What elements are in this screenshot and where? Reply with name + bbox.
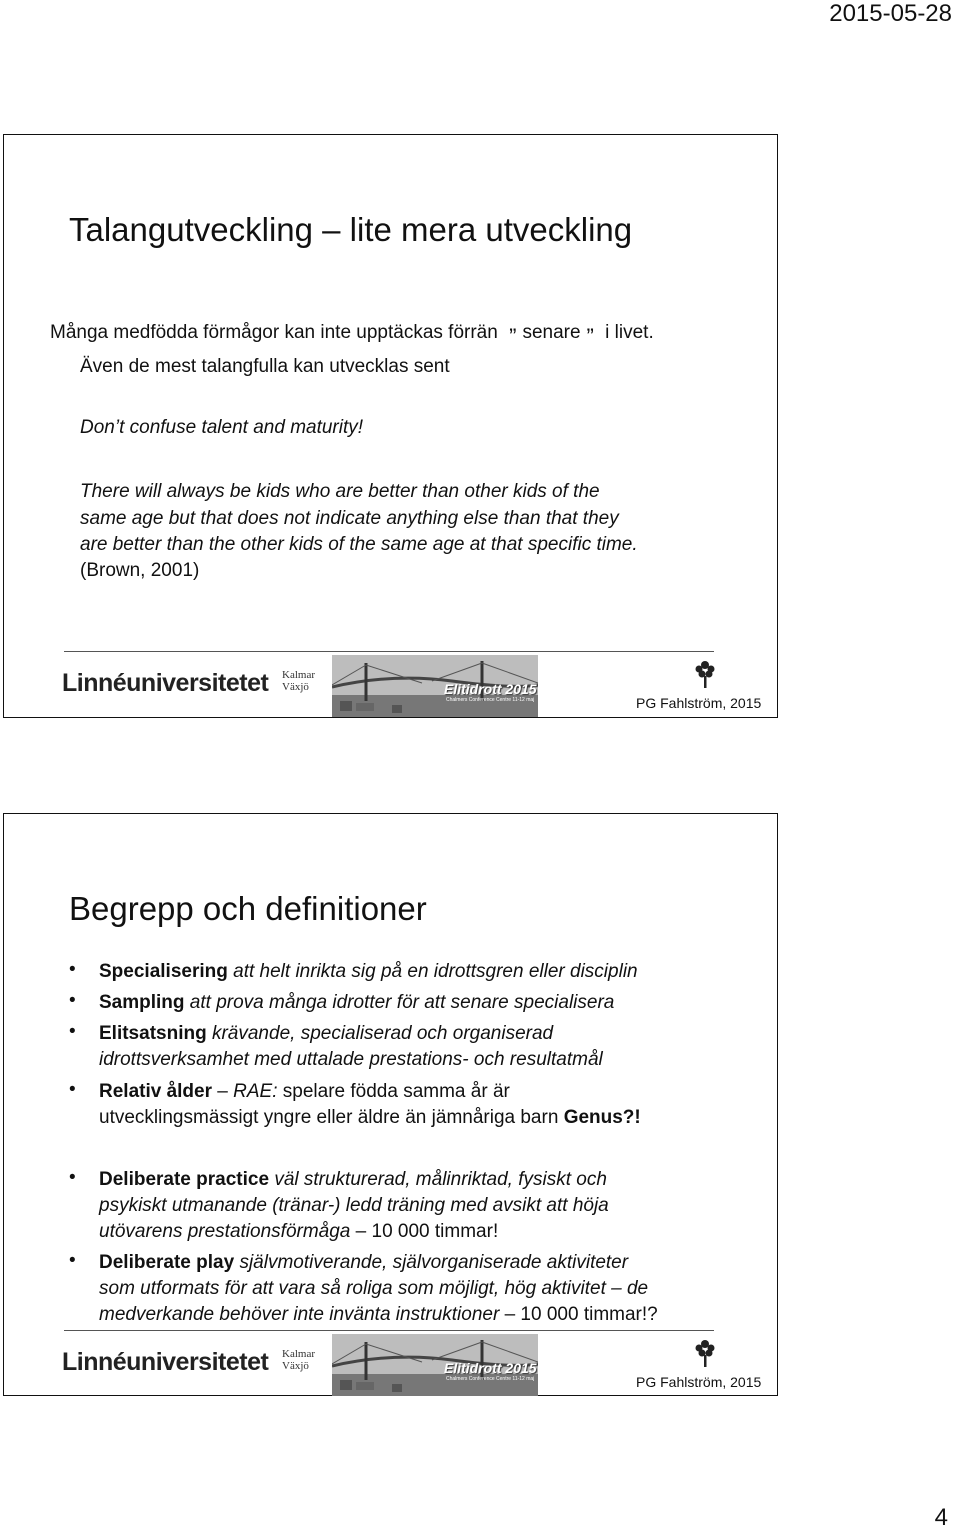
- footer-divider: [64, 1330, 714, 1331]
- definition: utvecklingsmässigt yngre eller äldre än jämnåriga barn: [99, 1107, 559, 1128]
- page-date: 2015-05-28: [829, 0, 952, 27]
- bullet-icon: •: [69, 990, 76, 1011]
- slide-1: [3, 134, 778, 718]
- definition: väl strukturerad, målinriktad, fysiskt och: [274, 1169, 607, 1190]
- term: Specialisering: [99, 961, 228, 982]
- bullet-icon: •: [69, 959, 76, 980]
- text-line: are better than the other kids of the same age at that specific time.: [80, 534, 638, 555]
- definition: medverkande behöver inte invänta instruktioner: [99, 1304, 500, 1325]
- term: Deliberate play: [99, 1252, 235, 1273]
- text-line: [50, 322, 654, 350]
- definition: självmotiverande, självorganiserade aktiviteter: [239, 1252, 629, 1273]
- author-credit: PG Fahlström, 2015: [636, 1374, 762, 1390]
- definition: som utformats för att vara så roliga som möjligt, hög aktivitet: [99, 1278, 606, 1299]
- text-line: same age but that does not indicate anything else than that they: [80, 508, 619, 529]
- definition: – de: [611, 1278, 649, 1299]
- definition: krävande, specialiserad och organiserad: [211, 1023, 554, 1044]
- slide-title: Begrepp och definitioner: [69, 890, 427, 927]
- definition-tail: – 10 000 timmar!: [355, 1221, 499, 1242]
- bullet-icon: •: [69, 1250, 76, 1271]
- text-fragment: senare: [522, 322, 581, 343]
- definition: att helt inrikta sig på en idrottsgren eller disciplin: [233, 961, 638, 982]
- campus-line: Växjö: [282, 681, 309, 693]
- note: Genus?!: [563, 1107, 641, 1128]
- author-credit: PG Fahlström, 2015: [636, 695, 762, 711]
- conference-banner: [332, 1334, 538, 1396]
- campus-label: [282, 669, 315, 693]
- banner-title: Elitidrott 2015: [444, 681, 537, 697]
- definition: psykiskt utmanande (tränar-) ledd träning med avsikt att höja: [99, 1195, 609, 1216]
- banner-subtitle: Chalmers Conference Centre 11-12 maj: [446, 697, 535, 703]
- text-line: There will always be kids who are better than other kids of the: [80, 481, 600, 502]
- definition: utövarens prestationsförmåga: [99, 1221, 351, 1242]
- term: Sampling: [99, 992, 185, 1013]
- bullet-icon: •: [69, 1167, 76, 1188]
- term: Deliberate practice: [99, 1169, 270, 1190]
- university-logo: Linnéuniversitetet: [62, 669, 269, 697]
- citation: (Brown, 2001): [80, 560, 200, 581]
- definition: spelare födda samma år är: [282, 1081, 510, 1102]
- quote-mark: ”: [509, 324, 517, 349]
- definition: att prova många idrotter för att senare specialisera: [189, 992, 615, 1013]
- campus-line: Kalmar: [282, 669, 315, 681]
- text-fragment: i livet.: [605, 322, 654, 343]
- definition-tail: – 10 000 timmar!?: [504, 1304, 658, 1325]
- campus-line: Kalmar: [282, 1348, 315, 1360]
- text-line: Även de mest talangfulla kan utvecklas sent: [80, 356, 450, 377]
- banner-title: Elitidrott 2015: [444, 1360, 537, 1376]
- slide-2: [3, 813, 778, 1396]
- text-fragment: Många medfödda förmågor kan inte upptäckas förrän: [50, 322, 498, 343]
- abbreviation: RAE:: [233, 1081, 278, 1102]
- term: Relativ ålder: [99, 1081, 212, 1102]
- definition: idrottsverksamhet med uttalade prestations- och resultatmål: [99, 1049, 603, 1070]
- footer-divider: [64, 651, 714, 652]
- slide-title: Talangutveckling – lite mera utveckling: [69, 211, 633, 248]
- dash: –: [217, 1081, 228, 1102]
- university-logo: Linnéuniversitetet: [62, 1348, 269, 1376]
- bullet-icon: •: [69, 1021, 76, 1042]
- campus-line: Växjö: [282, 1360, 309, 1372]
- conference-banner: [332, 655, 538, 717]
- text-line: Don’t confuse talent and maturity!: [80, 417, 364, 438]
- term: Elitsatsning: [99, 1023, 207, 1044]
- campus-label: [282, 1348, 315, 1372]
- tree-icon: [694, 659, 716, 689]
- quote-mark: ”: [586, 324, 594, 349]
- page-number: 4: [934, 1504, 948, 1531]
- banner-subtitle: Chalmers Conference Centre 11-12 maj: [446, 1376, 535, 1382]
- tree-icon: [694, 1338, 716, 1368]
- bullet-icon: •: [69, 1079, 76, 1100]
